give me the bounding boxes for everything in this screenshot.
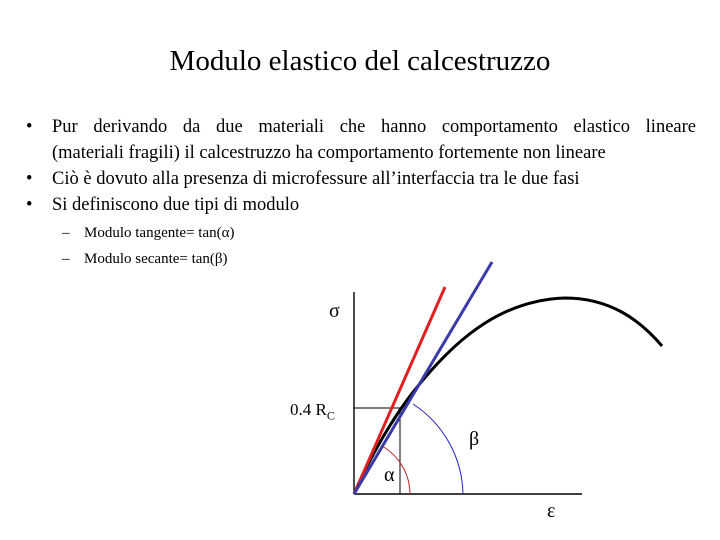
slide-title: Modulo elastico del calcestruzzo	[169, 45, 551, 77]
stress-level-subscript: C	[326, 408, 335, 423]
beta-angle-arc	[413, 404, 463, 494]
sub-bullet-marker: –	[62, 251, 70, 267]
sub-bullet-marker: –	[62, 225, 70, 241]
y-axis-label: σ	[329, 300, 340, 322]
alpha-angle-label: α	[384, 464, 395, 486]
stress-level-main: 0.4 R	[290, 400, 327, 419]
bullet-marker: •	[26, 169, 33, 189]
bullet-marker: •	[26, 117, 33, 137]
bullet-marker: •	[26, 195, 33, 215]
x-axis-label: ε	[547, 500, 556, 522]
beta-angle-label: β	[469, 428, 480, 450]
sub-bullet-text: Modulo tangente= tan(α)	[84, 225, 235, 241]
sub-bullet-text: Modulo secante= tan(β)	[84, 251, 228, 267]
bullet-text-line: (materiali fragili) il calcestruzzo ha comportamento fortemente non lineare	[52, 143, 606, 163]
secant-modulus-line	[354, 262, 492, 494]
bullet-text-line: Si definiscono due tipi di modulo	[52, 195, 300, 215]
stress-level-label	[290, 400, 335, 425]
bullet-text-line: Ciò è dovuto alla presenza di microfessure all’interfaccia tra le due fasi	[52, 169, 580, 189]
bullet-text-line: Pur derivando da due materiali che hanno comportamento elastico lineare	[52, 117, 696, 137]
